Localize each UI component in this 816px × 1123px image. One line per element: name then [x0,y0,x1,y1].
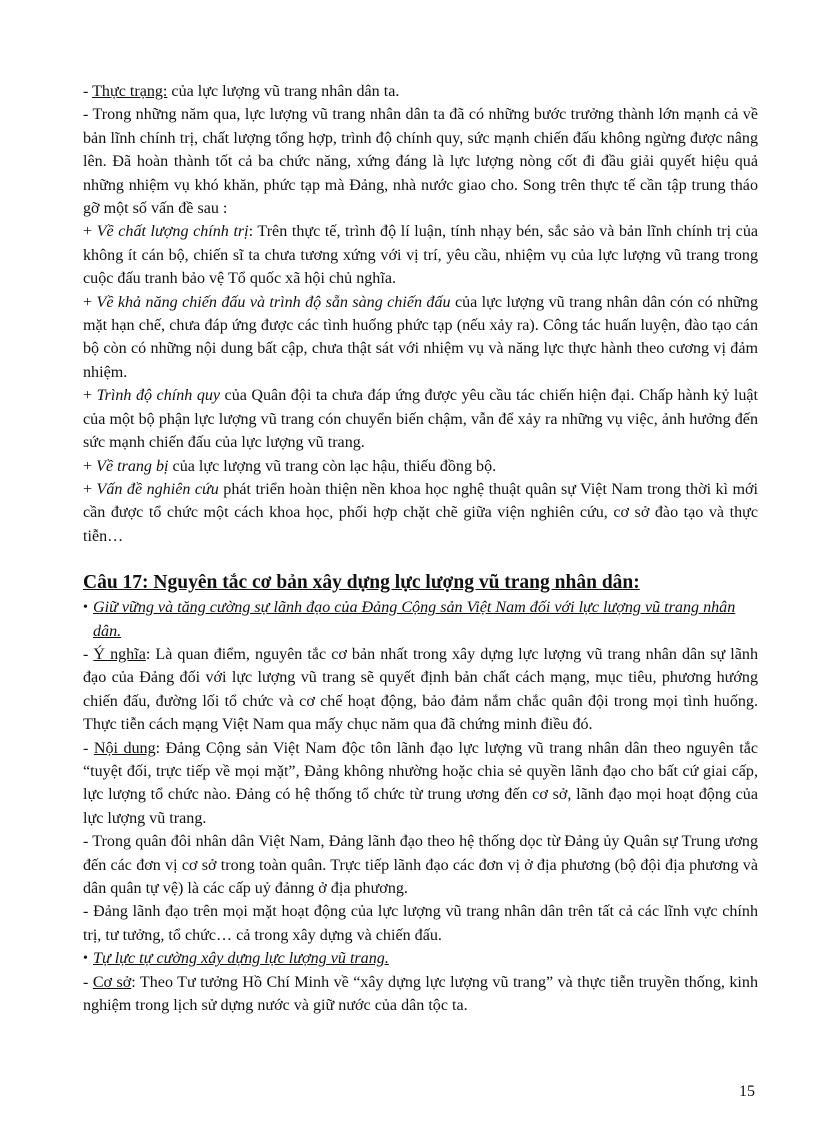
combat-readiness-paragraph: + Về khả năng chiến đấu và trình độ sẵn sàng chiến đấu của lực lượng vũ trang nhân dân cón có những mặt hạn chế, chưa đáp ứng được các tình huống phức tạp (nếu xảy ra). Công tác huấn luyện, đào tạo cán bộ còn có những nội dung bất cập, chưa thật sát với nhiệm vụ và năng lực thực hành theo cương vị đảm nhiệm. [83,293,758,381]
meaning-paragraph: - Ý nghĩa: Là quan điểm, nguyên tắc cơ bản nhất trong xây dựng lực lượng vũ trang nhân dân sự lãnh đạo của Đảng đối với lực lượng vũ trang sẽ quyết định bản chất cách mạng, mục tiêu, phương hướng chiến đấu, đường lối tổ chức và cơ chế hoạt động, bảo đảm nắm chắc quân đội trong mọi tình huống. Thực tiễn cách mạng Việt Nam qua mấy chục năm qua đã chứng minh điều đó. [83,645,759,734]
bullet-party-leadership [83,596,758,643]
regularity-paragraph: + Trình độ chính quy của Quân đội ta chưa đáp ứng được yêu cầu tác chiến hiện đại. Chấp hành kỷ luật của một bộ phận lực lượng vũ trang cón chuyển biến chậm, vẫn để xảy ra những vụ việc, ảnh hưởng đến sức mạnh chiến đấu của lực lượng vũ trang. [83,387,758,452]
combat-readiness-text: của lực lượng vũ trang nhân dân cón có những mặt hạn chế, chưa đáp ứng được các tình huống phức tạp (nếu xảy ra). Công tác huấn luyện, đào tạo cán bộ còn có những nội dung bất cập, chưa thật sát với nhiệm vụ và năng lực thực hành theo cương vị đảm nhiệm. [83,293,758,381]
bullet-self-reliance [83,947,758,970]
content-label: Nội dung [93,739,156,757]
content-text: : Đảng Cộng sản Việt Nam độc tôn lãnh đạo lực lượng vũ trang nhân dân theo nguyên tắc “tuyệt đối, trực tiếp về mọi mặt”, Đảng không nhường hoặc chia sẻ quyền lãnh đạo cho bất cứ giai cấp, lực lượng tổ chức nào. Đảng có hệ thống tổ chức từ trung ương đến cơ sở, lãnh đạo mọi hoạt động của lực lượng vũ trang. [83,739,758,827]
page-number: 15 [739,1083,755,1100]
status-label: Thực trạng: [92,83,168,100]
political-quality-label: Về chất lượng chính trị [96,223,249,241]
bullet-icon: • [83,951,88,967]
bullet-party-leadership-text: Giữ vững và tăng cường sự lãnh đạo của Đảng Cộng sản Việt Nam đối với lực lượng vũ trang nhân dân. [93,599,736,640]
content-paragraph: - Nội dung: Đảng Cộng sản Việt Nam độc tôn lãnh đạo lực lượng vũ trang nhân dân theo nguyên tắc “tuyệt đối, trực tiếp về mọi mặt”, Đảng không nhường hoặc chia sẻ quyền lãnh đạo cho bất cứ giai cấp, lực lượng tổ chức nào. Đảng có hệ thống tổ chức từ trung ương đến cơ sở, lãnh đạo mọi hoạt động của lực lượng vũ trang. [83,739,758,827]
political-quality-text: : Trên thực tế, trình độ lí luận, tính nhạy bén, sắc sảo và bản lĩnh chính trị của không ít cán bộ, chiến sĩ ta chưa tương xứng với vị trí, yêu cầu, nhiệm vụ của lực lượng vũ trang trong cuộc đấu tranh bảo vệ Tổ quốc xã hội chủ nghĩa. [83,223,759,288]
equipment-label: Về trang bị [96,457,169,475]
regularity-label: Trình độ chính quy [96,387,221,405]
meaning-label: Ý nghĩa [93,645,146,663]
political-quality-paragraph: + Về chất lượng chính trị: Trên thực tế, trình độ lí luận, tính nhạy bén, sắc sảo và bản lĩnh chính trị của không ít cán bộ, chiến sĩ ta chưa tương xứng với vị trí, yêu cầu, nhiệm vụ của lực lượng vũ trang trong cuộc đấu tranh bảo vệ Tổ quốc xã hội chủ nghĩa. [83,223,759,288]
army-paragraph: - Trong quân đôi nhân dân Việt Nam, Đảng lãnh đạo theo hệ thống dọc từ Đảng ủy Quân sự Trung ương đến các đơn vị cơ sở trong toàn quân. Trực tiếp lãnh đạo các đơn vị ở địa phương (bộ đội địa phương và dân quân tự vệ) là các cấp uỷ đảnng ở địa phương. [83,833,758,897]
equipment-paragraph: + Về trang bị của lực lượng vũ trang còn lạc hậu, thiếu đồng bộ. [83,457,497,475]
research-label: Vấn đề nghiên cứu [96,480,219,498]
basis-label: Cơ sở [92,973,132,991]
meaning-text: : Là quan điểm, nguyên tắc cơ bản nhất trong xây dựng lực lượng vũ trang nhân dân sự lãnh đạo của Đảng đối với lực lượng vũ trang sẽ quyết định bản chất cách mạng, mục tiêu, phương hướng chiến đấu, đường lối tổ chức và cơ chế hoạt động, bảo đảm nắm chắc quân đội trong mọi tình huống. Thực tiễn cách mạng Việt Nam qua mấy chục năm qua đã chứng minh điều đó. [83,645,759,734]
research-paragraph: + Vấn đề nghiên cứu phát triển hoàn thiện nền khoa học nghệ thuật quân sự Việt Nam trong thời kì mới cần được tổ chức một cách khoa học, phối hợp chặt chẽ giữa viện nghiên cứu, cơ sở đào tạo và thực tiễn… [83,480,758,545]
basis-paragraph: - Cơ sở: Theo Tư tưởng Hồ Chí Minh về “xây dựng lực lượng vũ trang” và thực tiễn truyền thống, kinh nghiệm trong lịch sử dựng nước và giữ nước của dân tộc ta. [83,973,758,1015]
all-aspects-paragraph: - Đảng lãnh đạo trên mọi mặt hoạt động của lực lượng vũ trang nhân dân trên tất cả các lĩnh vực chính trị, tư tưởng, tổ chức… cả trong xây dựng và chiến đấu. [83,903,758,944]
bullet-self-reliance-text: Tự lực tự cường xây dựng lực lượng vũ trang. [93,950,389,968]
equipment-text: của lực lượng vũ trang còn lạc hậu, thiếu đồng bộ. [168,457,497,475]
basis-text: : Theo Tư tưởng Hồ Chí Minh về “xây dựng lực lượng vũ trang” và thực tiễn truyền thống, kinh nghiệm trong lịch sử dựng nước và giữ nước của dân tộc ta. [83,973,758,1015]
document-page [83,80,758,1017]
status-text: của lực lượng vũ trang nhân dân ta. [167,83,400,100]
overview-paragraph: - Trong những năm qua, lực lượng vũ trang nhân dân ta đã có những bước trưởng thành lớn mạnh cả về bản lĩnh chính trị, chất lượng tổng hợp, trình độ chính quy, sức mạnh chiến đấu không ngừng được nâng lên. Đã hoàn thành tốt cả ba chức năng, xứng đáng là lực lượng nòng cốt đi đầu giải quyết hiệu quả những nhiệm vụ khó khăn, phức tạp mà Đảng, nhà nước giao cho. Song trên thực tế cần tập trung tháo gỡ một số vấn đề sau : [83,106,758,218]
section-heading: Câu 17: Nguyên tắc cơ bản xây dựng lực lượng vũ trang nhân dân: [83,572,640,594]
regularity-text: của Quân đội ta chưa đáp ứng được yêu cầu tác chiến hiện đại. Chấp hành kỷ luật của một bộ phận lực lượng vũ trang cón chuyển biến chậm, vẫn để xảy ra những vụ việc, ảnh hưởng đến sức mạnh chiến đấu của lực lượng vũ trang. [83,387,758,452]
bullet-icon: • [83,600,88,616]
combat-readiness-label: Về khả năng chiến đấu và trình độ sẵn sàng chiến đấu [96,293,451,311]
research-text: phát triển hoàn thiện nền khoa học nghệ thuật quân sự Việt Nam trong thời kì mới cần được tổ chức một cách khoa học, phối hợp chặt chẽ giữa viện nghiên cứu, cơ sở đào tạo và thực tiễn… [83,480,758,545]
status-paragraph: - Thực trạng: của lực lượng vũ trang nhân dân ta. [83,83,400,100]
